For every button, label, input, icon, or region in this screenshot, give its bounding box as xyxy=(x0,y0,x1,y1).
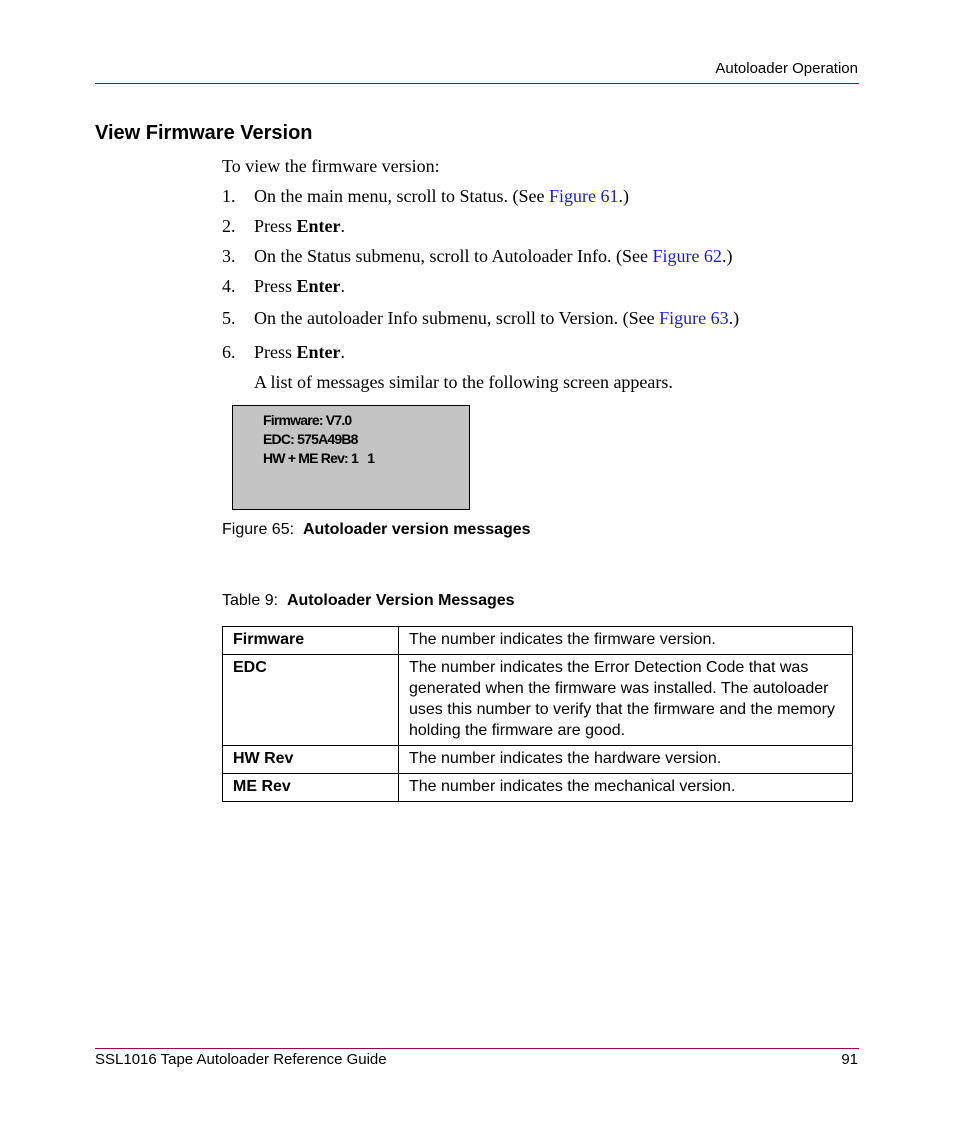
table-caption xyxy=(222,592,515,610)
table-title: Autoloader Version Messages xyxy=(286,592,515,609)
step-text: Press xyxy=(254,342,297,362)
step-text-end: . xyxy=(340,276,346,296)
figure-title: Autoloader version messages xyxy=(302,521,531,538)
step-3 xyxy=(222,246,732,267)
table-row xyxy=(223,774,853,802)
step-text-end: .) xyxy=(728,308,740,328)
step-text-end: . xyxy=(340,216,346,236)
figure-62-link[interactable]: Figure 62 xyxy=(652,246,722,266)
description-cell: The number indicates the firmware version. xyxy=(399,627,853,655)
step-text-end: .) xyxy=(721,246,733,266)
term-cell: Firmware xyxy=(223,627,399,655)
lcd-screen xyxy=(232,405,470,510)
figure-label: Figure 65: xyxy=(222,521,295,538)
step-number: 5. xyxy=(222,308,236,328)
step-text: Press xyxy=(254,216,297,236)
section-title: View Firmware Version xyxy=(95,122,313,144)
step-6 xyxy=(222,342,345,363)
step-text: Press xyxy=(254,276,297,296)
table-row xyxy=(223,655,853,746)
step-number: 2. xyxy=(222,216,236,236)
enter-key-label: Enter xyxy=(296,342,341,362)
footer-rule xyxy=(95,1048,859,1049)
table-row xyxy=(223,746,853,774)
page-number: 91 xyxy=(841,1051,858,1068)
step-1 xyxy=(222,186,629,207)
step-text-end: .) xyxy=(618,186,629,206)
figure-61-link[interactable]: Figure 61 xyxy=(548,186,619,206)
description-cell: The number indicates the mechanical version. xyxy=(399,774,853,802)
step-text: On the main menu, scroll to Status. (See xyxy=(254,186,549,206)
lcd-line-firmware: Firmware: V7.0 xyxy=(263,412,352,428)
table-label: Table 9: xyxy=(222,592,279,609)
step-text: On the Status submenu, scroll to Autoloader Info. (See xyxy=(254,246,653,266)
step-text: On the autoloader Info submenu, scroll to Version. (See xyxy=(254,308,660,328)
step-5 xyxy=(222,308,739,329)
step-number: 3. xyxy=(222,246,236,266)
description-cell: The number indicates the hardware version. xyxy=(399,746,853,774)
step-number: 1. xyxy=(222,186,236,206)
header-rule xyxy=(95,83,859,84)
intro-text: To view the firmware version: xyxy=(222,156,440,176)
step-2 xyxy=(222,216,345,237)
step-text-end: . xyxy=(340,342,346,362)
term-cell: EDC xyxy=(223,655,399,746)
step-number: 4. xyxy=(222,276,236,296)
figure-63-link[interactable]: Figure 63 xyxy=(659,308,729,328)
version-messages-table xyxy=(222,626,853,802)
running-header: Autoloader Operation xyxy=(715,60,858,77)
term-cell: ME Rev xyxy=(223,774,399,802)
figure-caption xyxy=(222,521,531,539)
lcd-line-rev: HW + ME Rev: 1 1 xyxy=(263,450,375,466)
enter-key-label: Enter xyxy=(296,276,341,296)
description-cell: The number indicates the Error Detection Code that was generated when the firmware was installed. The autoloader uses this number to verify that the firmware and the memory holding the firmware are good. xyxy=(399,655,853,746)
step-4 xyxy=(222,276,345,297)
step-6-note: A list of messages similar to the following screen appears. xyxy=(254,372,673,392)
enter-key-label: Enter xyxy=(296,216,341,236)
term-cell: HW Rev xyxy=(223,746,399,774)
step-number: 6. xyxy=(222,342,236,362)
footer-guide-title: SSL1016 Tape Autoloader Reference Guide xyxy=(95,1051,387,1068)
table-row xyxy=(223,627,853,655)
lcd-line-edc: EDC: 575A49B8 xyxy=(263,431,358,447)
